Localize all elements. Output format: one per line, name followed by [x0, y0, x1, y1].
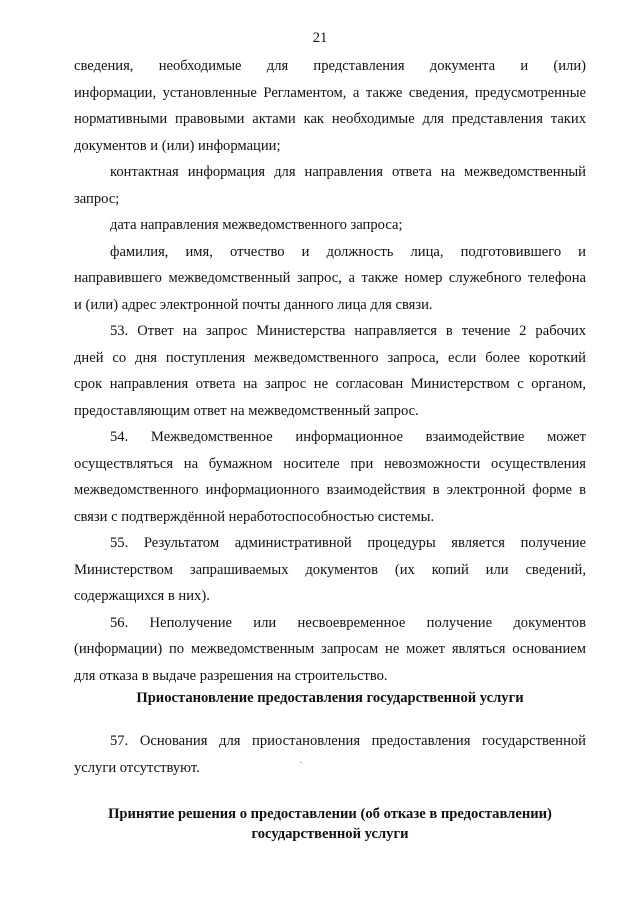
- text-line: 53. Ответ на запрос Министерства направляется в течение 2 рабочих: [110, 323, 586, 339]
- text-line: межведомственного информационного взаимодействия в электронной форме в: [74, 482, 586, 498]
- text-line: фамилия, имя, отчество и должность лица, подготовившего и: [110, 243, 586, 260]
- page-number: 21: [312, 30, 328, 46]
- text-line: дней со дня поступления межведомственного запроса, если более короткий: [74, 349, 586, 366]
- text-line: 55. Результатом административной процедуры является получение: [110, 535, 586, 551]
- heading-line: государственной услуги: [251, 826, 409, 842]
- text-line: информации, установленные Регламентом, а также сведения, предусмотренные: [74, 84, 586, 101]
- text-line: направившего межведомственный запрос, а также номер служебного телефона: [74, 270, 586, 286]
- body-block-1: [74, 53, 586, 689]
- text-line: срок направления ответа на запрос не согласован Министерством с органом,: [74, 376, 586, 392]
- body-block-2: [74, 728, 586, 781]
- text-line: 57. Основания для приостановления предоставления государственной: [110, 733, 586, 749]
- text-line: предоставляющим ответ на межведомственный запрос.: [74, 402, 419, 419]
- text-line: 56. Неполучение или несвоевременное получение документов: [110, 614, 586, 631]
- text-line: и (или) адрес электронной почты данного лица для связи.: [74, 296, 433, 313]
- text-line: (информации) по межведомственным запросам не может являться основанием: [74, 641, 586, 657]
- text-line: запрос;: [74, 190, 120, 207]
- text-line: осуществляться на бумажном носителе при невозможности осуществления: [74, 455, 586, 472]
- section-heading: [74, 688, 586, 708]
- text-line: сведения, необходимые для представления документа и (или): [74, 58, 586, 74]
- text-line: связи с подтверждённой неработоспособностью системы.: [74, 508, 435, 525]
- text-line: 54. Межведомственное информационное взаимодействие может: [110, 429, 586, 445]
- text-line: документов и (или) информации;: [74, 137, 281, 154]
- text-line: услуги отсутствуют.: [74, 759, 200, 776]
- text-line: контактная информация для направления ответа на межведомственный: [110, 164, 586, 180]
- heading-line: Принятие решения о предоставлении (об отказе в предоставлении): [108, 806, 552, 822]
- section-heading: [74, 804, 586, 844]
- text-line: для отказа в выдаче разрешения на строительство.: [74, 667, 388, 684]
- text-line: Министерством запрашиваемых документов (их копий или сведений,: [74, 561, 586, 578]
- scan-mark: ·: [299, 758, 303, 769]
- text-line: содержащихся в них).: [74, 588, 210, 604]
- text-line: нормативными правовыми актами как необходимые для представления таких: [74, 111, 586, 127]
- heading-line: Приостановление предоставления государственной услуги: [136, 690, 524, 706]
- text-line: дата направления межведомственного запроса;: [110, 217, 403, 233]
